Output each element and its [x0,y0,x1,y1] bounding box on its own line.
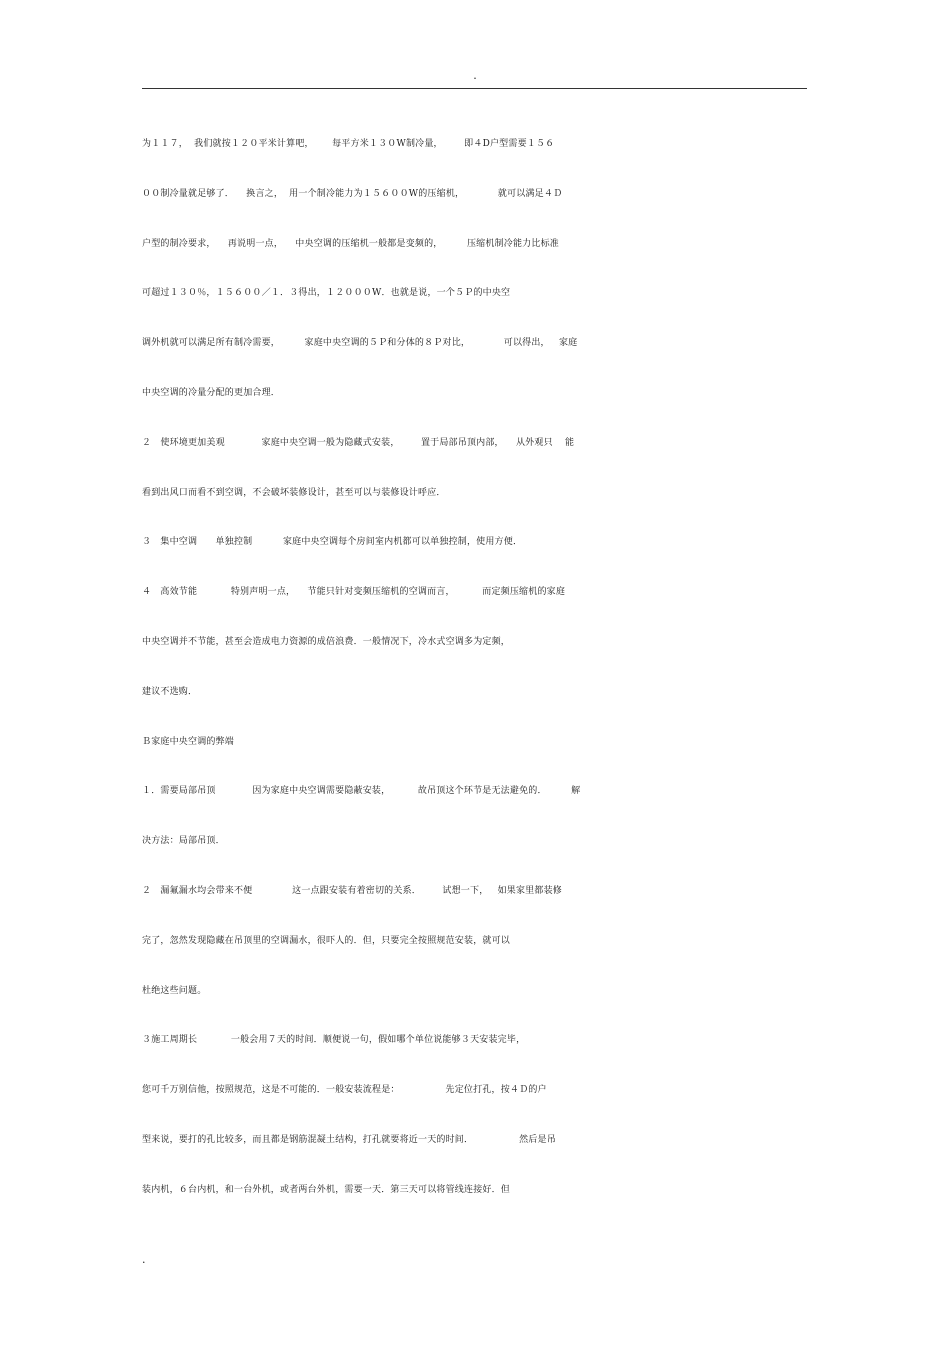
text-line: 杜绝这些问题。 [142,985,207,996]
text-line: ３施工周期长 一般会用７天的时间．顺便说一句，假如哪个单位说能够３天安装完毕， [142,1035,526,1046]
text-line: 可超过１３０％，１５６００／１．３得出，１２０００W．也就是说，一个５Ｐ的中央空 [142,288,511,299]
footer-mark: . [142,1253,146,1266]
text-line: ２ 漏氟漏水均会带来不便 这一点跟安装有着密切的关系． 试想一下， 如果家里都装修 [142,885,562,896]
text-line: 为１１７， 我们就按１２０平米计算吧， 每平方米１３０W制冷量， 即４D户型需要１５６ [142,139,555,149]
text-line: 完了，忽然发现隐藏在吊顶里的空调漏水，很吓人的．但，只要完全按照规范安装，就可以 [142,935,511,946]
text-line: 中央空调并不节能，甚至会造成电力资源的成倍浪费．一般情况下，冷水式空调多为定频， [142,636,511,647]
header-mark: . [473,69,477,82]
text-line: １．需要局部吊顶 因为家庭中央空调需要隐蔽安装， 故吊顶这个环节是无法避免的． 解 [142,786,581,797]
text-line: ４ 高效节能 特别声明一点， 节能只针对变频压缩机的空调而言， 而定频压缩机的家庭 [142,587,566,598]
text-line: ２ 使环境更加美观 家庭中央空调一般为隐藏式安装， 置于局部吊顶内部， 从外观只 能 [142,437,575,448]
text-line: Ｂ家庭中央空调的弊端 [142,736,235,747]
text-line: 您可千万别信他，按照规范，这是不可能的．一般安装流程是： 先定位打孔，按４Ｄ的户 [142,1085,547,1096]
text-line: ００制冷量就足够了． 换言之， 用一个制冷能力为１５６００W的压缩机， 就可以满足４Ｄ [142,188,563,199]
text-line: 装内机，６台内机，和一台外机，或者两台外机，需要一天．第三天可以将管线连接好．但 [142,1184,511,1195]
document-body [142,130,812,1226]
text-line: 建议不选购． [142,686,198,697]
header-rule [142,88,807,89]
text-line: 决方法：局部吊顶． [142,836,225,847]
text-line: 中央空调的冷量分配的更加合理． [142,387,281,398]
text-line: 户型的制冷要求， 再说明一点， 中央空调的压缩机一般都是变频的， 压缩机制冷能力比标准 [142,238,559,249]
text-line: 看到出风口而看不到空调，不会破坏装修设计，甚至可以与装修设计呼应． [142,487,446,498]
text-line: 调外机就可以满足所有制冷需要， 家庭中央空调的５Ｐ和分体的８Ｐ对比， 可以得出， 家庭 [142,338,578,349]
text-line: 型来说，要打的孔比较多，而且都是钢筋混凝土结构，打孔就要将近一天的时间． 然后是吊 [142,1134,556,1145]
text-line: ３ 集中空调 单独控制 家庭中央空调每个房间室内机都可以单独控制，使用方便． [142,537,523,548]
